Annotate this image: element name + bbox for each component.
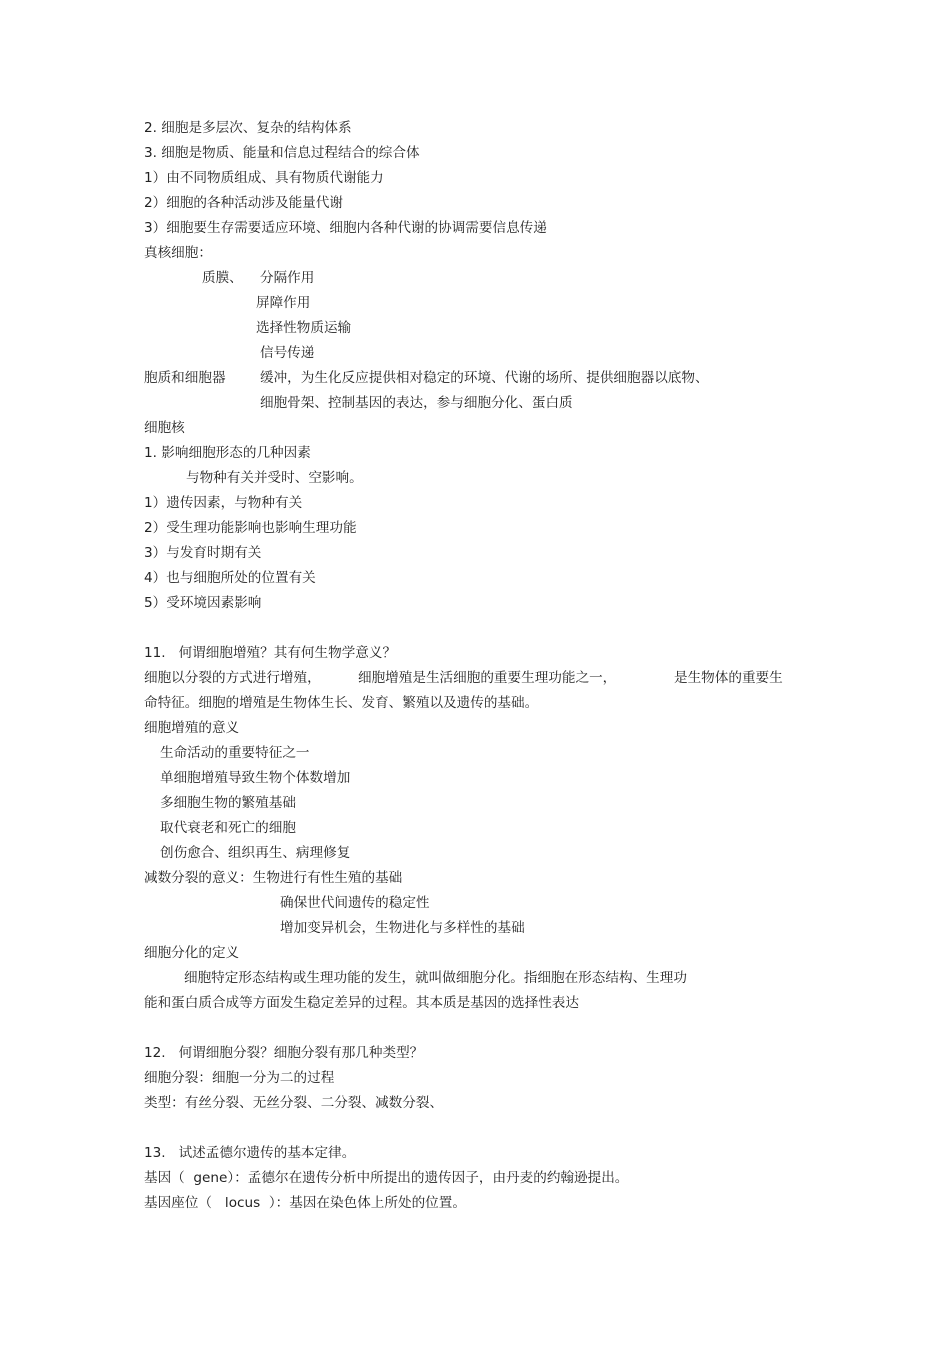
text-line: 3）与发育时期有关 xyxy=(144,545,262,561)
text-line: 选择性物质运输 xyxy=(256,320,352,336)
text-line: 1. 影响细胞形态的几种因素 xyxy=(144,445,311,461)
text-line: 质膜、 xyxy=(202,270,243,286)
text-line: 信号传递 xyxy=(260,345,315,361)
text-line: 增加变异机会，生物进化与多样性的基础 xyxy=(280,920,525,936)
text-line: 确保世代间遗传的稳定性 xyxy=(280,895,430,911)
section-heading: 细胞分化的定义 xyxy=(144,945,240,961)
text-line: 胞质和细胞器 xyxy=(144,370,226,386)
text-line: 能和蛋白质合成等方面发生稳定差异的过程。其本质是基因的选择性表达 xyxy=(144,995,579,1011)
list-item: 取代衰老和死亡的细胞 xyxy=(160,820,296,836)
section-heading: 真核细胞： xyxy=(144,245,212,261)
question-heading: 11. 何谓细胞增殖？其有何生物学意义？ xyxy=(144,645,397,661)
text-line: 减数分裂的意义：生物进行有性生殖的基础 xyxy=(144,870,403,886)
section-heading: 细胞核 xyxy=(144,420,185,436)
text-line: 基因（ gene）：孟德尔在遗传分析中所提出的遗传因子，由丹麦的约翰逊提出。 xyxy=(144,1170,629,1186)
text-line: 细胞骨架、控制基因的表达，参与细胞分化、蛋白质 xyxy=(260,395,573,411)
text-line: 类型：有丝分裂、无丝分裂、二分裂、减数分裂、 xyxy=(144,1095,444,1111)
list-item: 创伤愈合、组织再生、病理修复 xyxy=(160,845,351,861)
text-line: 2）受生理功能影响也影响生理功能 xyxy=(144,520,357,536)
list-item: 生命活动的重要特征之一 xyxy=(160,745,310,761)
text-line: 2. 细胞是多层次、复杂的结构体系 xyxy=(144,120,352,136)
list-item: 单细胞增殖导致生物个体数增加 xyxy=(160,770,351,786)
text-line: 缓冲，为生化反应提供相对稳定的环境、代谢的场所、提供细胞器以底物、 xyxy=(260,370,709,386)
text-line: 细胞以分裂的方式进行增殖， xyxy=(144,670,321,686)
text-line: 3）细胞要生存需要适应环境、细胞内各种代谢的协调需要信息传递 xyxy=(144,220,547,236)
text-line: 2）细胞的各种活动涉及能量代谢 xyxy=(144,195,343,211)
text-line: 是生物体的重要生 xyxy=(674,670,783,686)
text-line: 4）也与细胞所处的位置有关 xyxy=(144,570,316,586)
text-line: 1）遗传因素，与物种有关 xyxy=(144,495,303,511)
text-line: 细胞增殖是生活细胞的重要生理功能之一， xyxy=(358,670,617,686)
text-line: 1）由不同物质组成、具有物质代谢能力 xyxy=(144,170,384,186)
text-line: 细胞分裂：细胞一分为二的过程 xyxy=(144,1070,335,1086)
text-line: 3. 细胞是物质、能量和信息过程结合的综合体 xyxy=(144,145,420,161)
text-line: 5）受环境因素影响 xyxy=(144,595,262,611)
question-heading: 12. 何谓细胞分裂？细胞分裂有那几种类型？ xyxy=(144,1045,424,1061)
section-heading: 细胞增殖的意义 xyxy=(144,720,240,736)
text-line: 细胞特定形态结构或生理功能的发生，就叫做细胞分化。指细胞在形态结构、生理功 xyxy=(184,970,687,986)
question-heading: 13. 试述孟德尔遗传的基本定律。 xyxy=(144,1145,356,1161)
text-line: 与物种有关并受时、空影响。 xyxy=(186,470,363,486)
list-item: 多细胞生物的繁殖基础 xyxy=(160,795,296,811)
text-line: 基因座位（ locus ）：基因在染色体上所处的位置。 xyxy=(144,1195,466,1211)
text-line: 命特征。细胞的增殖是生物体生长、发育、繁殖以及遗传的基础。 xyxy=(144,695,539,711)
text-line: 分隔作用 xyxy=(260,270,315,286)
text-line: 屏障作用 xyxy=(256,295,311,311)
